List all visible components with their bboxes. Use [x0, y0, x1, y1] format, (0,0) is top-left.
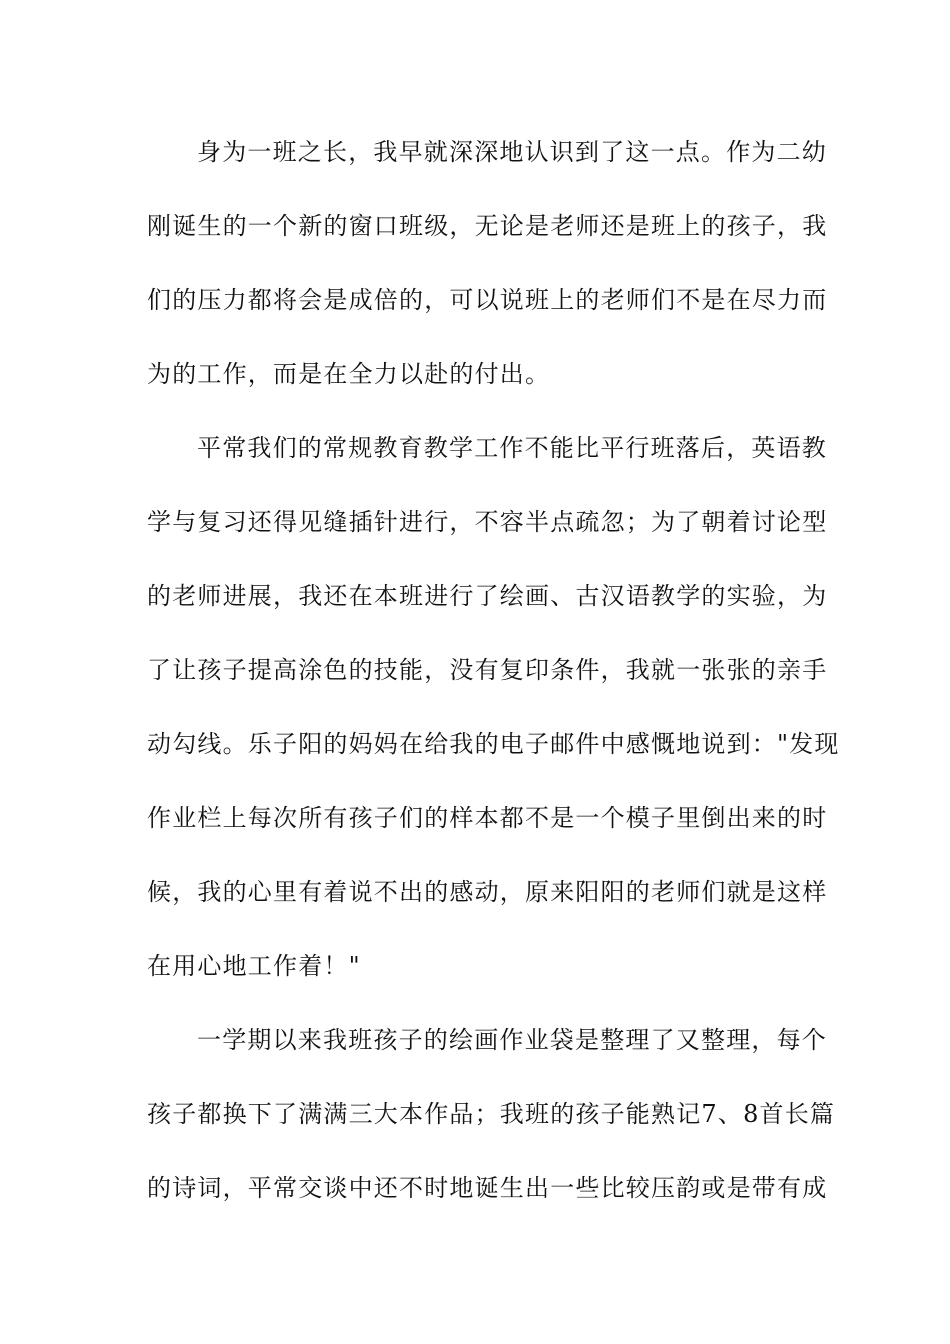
- text-line: 的老师进展，我还在本班进行了绘画、古汉语教学的实验，为: [147, 582, 828, 610]
- text-line: 动勾线。乐子阳的妈妈在给我的电子邮件中感慨地说到："发现: [147, 730, 840, 758]
- text-line: 的诗词，平常交谈中还不时地诞生出一些比较压韵或是带有成: [147, 1174, 828, 1202]
- text-line: 刚诞生的一个新的窗口班级，无论是老师还是班上的孩子，我: [147, 212, 828, 240]
- paragraph-2: [147, 426, 840, 1018]
- text-line: 了让孩子提高涂色的技能，没有复印条件，我就一张张的亲手: [147, 656, 828, 684]
- text-line: 候，我的心里有着说不出的感动，原来阳阳的老师们就是这样: [147, 878, 828, 906]
- document-body: [147, 130, 840, 1240]
- text-line: 身为一班之长，我早就深深地认识到了这一点。作为二幼: [197, 138, 827, 166]
- text-line: 在用心地工作着！": [147, 952, 361, 980]
- text-line: 学与复习还得见缝插针进行，不容半点疏忽；为了朝着讨论型: [147, 508, 828, 536]
- text-line: 们的压力都将会是成倍的，可以说班上的老师们不是在尽力而: [147, 286, 828, 314]
- paragraph-1: [147, 130, 828, 426]
- text-line: 一学期以来我班孩子的绘画作业袋是整理了又整理，每个: [197, 1026, 827, 1054]
- text-line: 为的工作，而是在全力以赴的付出。: [147, 360, 551, 388]
- text-line: 平常我们的常规教育教学工作不能比平行班落后，英语教: [197, 434, 827, 462]
- text-line: 孩子都换下了满满三大本作品；我班的孩子能熟记7、8首长篇: [147, 1100, 836, 1128]
- text-line: 作业栏上每次所有孩子们的样本都不是一个模子里倒出来的时: [147, 804, 828, 832]
- paragraph-3: [147, 1018, 836, 1240]
